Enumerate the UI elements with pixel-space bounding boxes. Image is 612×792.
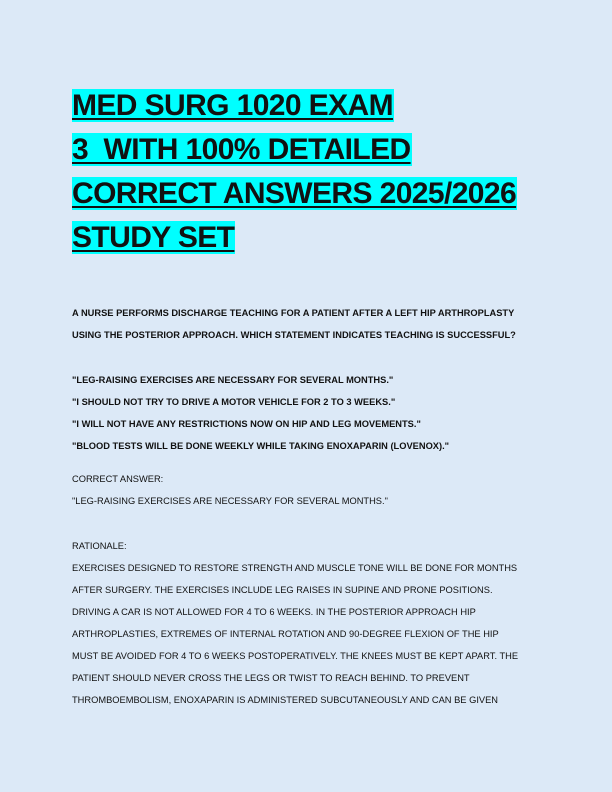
rationale-section <box>72 535 542 711</box>
title-line <box>72 128 412 172</box>
rationale-line: THROMBOEMBOLISM, ENOXAPARIN IS ADMINISTERED SUBCUTANEOUSLY AND CAN BE GIVEN <box>72 695 499 705</box>
rationale-line: MUST BE AVOIDED FOR 4 TO 6 WEEKS POSTOPERATIVELY. THE KNEES MUST BE KEPT APART. THE <box>72 651 519 661</box>
question-line: A NURSE PERFORMS DISCHARGE TEACHING FOR A PATIENT AFTER A LEFT HIP ARTHROPLASTY <box>72 308 515 318</box>
rationale-line: DRIVING A CAR IS NOT ALLOWED FOR 4 TO 6 WEEKS. IN THE POSTERIOR APPROACH HIP <box>72 607 476 617</box>
correct-answer-section <box>72 468 542 512</box>
rationale-line: EXERCISES DESIGNED TO RESTORE STRENGTH AND MUSCLE TONE WILL BE DONE FOR MONTHS <box>72 563 518 573</box>
correct-answer-value: "LEG-RAISING EXERCISES ARE NECESSARY FOR SEVERAL MONTHS." <box>72 496 388 506</box>
title-line-text: STUDY SET <box>72 221 235 254</box>
question-line: USING THE POSTERIOR APPROACH. WHICH STATEMENT INDICATES TEACHING IS SUCCESSFUL? <box>72 330 516 340</box>
rationale-line: AFTER SURGERY. THE EXERCISES INCLUDE LEG RAISES IN SUPINE AND PRONE POSITIONS. <box>72 585 493 595</box>
title-line-text: MED SURG 1020 EXAM <box>72 89 393 122</box>
rationale-label: RATIONALE: <box>72 541 127 551</box>
title-line <box>72 172 517 216</box>
document-title <box>72 84 542 260</box>
correct-answer-label: CORRECT ANSWER: <box>72 474 164 484</box>
answer-option: "LEG-RAISING EXERCISES ARE NECESSARY FOR SEVERAL MONTHS." <box>72 375 394 385</box>
answer-option: "I WILL NOT HAVE ANY RESTRICTIONS NOW ON HIP AND LEG MOVEMENTS." <box>72 419 421 429</box>
answer-option: "BLOOD TESTS WILL BE DONE WEEKLY WHILE TAKING ENOXAPARIN (LOVENOX)." <box>72 441 450 451</box>
rationale-line: PATIENT SHOULD NEVER CROSS THE LEGS OR TWIST TO REACH BEHIND. TO PREVENT <box>72 673 470 683</box>
title-line-text: 3 WITH 100% DETAILED <box>72 133 411 166</box>
title-line <box>72 216 235 260</box>
answer-option: "I SHOULD NOT TRY TO DRIVE A MOTOR VEHICLE FOR 2 TO 3 WEEKS." <box>72 397 396 407</box>
answer-options <box>72 369 542 457</box>
question-text <box>72 302 542 346</box>
title-line-text: CORRECT ANSWERS 2025/2026 <box>72 177 517 210</box>
title-line <box>72 84 394 128</box>
rationale-line: ARTHROPLASTIES, EXTREMES OF INTERNAL ROTATION AND 90-DEGREE FLEXION OF THE HIP <box>72 629 499 639</box>
